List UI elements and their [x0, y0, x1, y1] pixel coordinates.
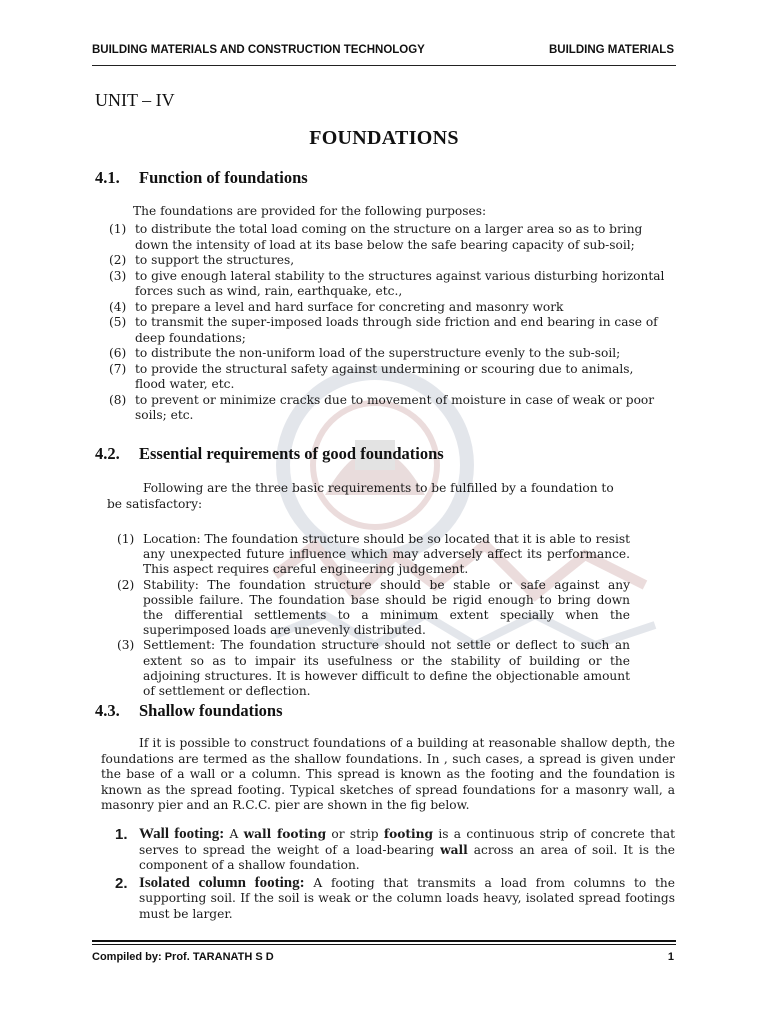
page-title: FOUNDATIONS	[309, 127, 459, 149]
unit-label: UNIT – IV	[95, 90, 175, 110]
section-number: 4.1.	[95, 168, 120, 187]
section-intro: Following are the three basic requirements to be fulfilled by a foundation to be satisfactory:	[107, 481, 614, 511]
list-item: (1) to distribute the total load coming on the structure on a larger area so as to bring down the intensity of load at its base below the safe bearing capacity of sub-soil;	[109, 222, 643, 252]
list-item: 2. Isolated column footing: A footing that transmits a load from columns to the supporting soil. If the soil is weak or the column loads heavy, isolated spread footings must be larger.	[115, 874, 675, 921]
list-item: (6) to distribute the non-uniform load of the superstructure evenly to the sub-soil;	[109, 346, 621, 360]
list-item: (3) to give enough lateral stability to the structures against various disturbing horizontal forces such as wind, rain, earthquake, etc.,	[109, 268, 665, 298]
section-title: Function of foundations	[139, 168, 308, 187]
purposes-list	[109, 222, 667, 424]
list-item: (2) Stability: The foundation structure should be stable or safe against any possible failure. The foundation base should be rigid enough to bring down the differential settlements to a minimum extent specially when the superimposed loads are unevenly distributed.	[117, 577, 630, 638]
list-item: (4) to prepare a level and hard surface for concreting and masonry work	[109, 299, 564, 314]
footer-compiled-by: Compiled by: Prof. TARANATH S D	[92, 951, 274, 963]
list-item: (2) to support the structures,	[109, 253, 295, 267]
list-item: (7) to provide the structural safety against undermining or scouring due to animals, flood water, etc.	[109, 361, 634, 391]
section-heading-4-2	[95, 444, 444, 464]
footer-rule	[92, 940, 676, 942]
list-item: (1) Location: The foundation structure should be so located that it is able to resist any unexpected future influence which may adversely affect its performance. This aspect requires careful engineering judgement.	[117, 532, 630, 577]
section-title: Essential requirements of good foundations	[139, 444, 444, 463]
section-heading-4-3	[95, 701, 283, 721]
list-item: (3) Settlement: The foundation structure should not settle or deflect to such an extent so as to impair its usefulness or the stability of building or the adjoining structures. It is however difficult to define the objectionable amount of settlement or deflection.	[117, 638, 630, 699]
header-left: BUILDING MATERIALS AND CONSTRUCTION TECHNOLOGY	[92, 44, 425, 56]
shallow-foundations-paragraph: If it is possible to construct foundations of a building at reasonable shallow depth, the foundations are termed as the shallow foundations. In , such cases, a spread is given under the base of a wall or a column. This spread is known as the footing and the foundation is known as the spread footing. Typical sketches of spread foundations for a masonry wall, a masonry pier and an R.C.C. pier are shown in the fig below.	[101, 736, 675, 812]
page-number: 1	[667, 951, 674, 963]
list-item: 1. Wall footing: A wall footing or strip footing is a continuous strip of concrete that serves to spread the weight of a load-bearing wall across an area of soil. It is the component of a shallow foundation.	[115, 826, 675, 872]
section-heading-4-1	[95, 168, 308, 188]
requirements-list	[117, 532, 630, 699]
list-item: (8) to prevent or minimize cracks due to movement of moisture in case of weak or poor soils; etc.	[109, 392, 655, 422]
section-intro: The foundations are provided for the following purposes:	[133, 204, 487, 218]
footing-types-list	[115, 827, 675, 922]
header-rule	[92, 65, 676, 66]
section-title: Shallow foundations	[139, 701, 283, 720]
section-number: 4.3.	[95, 701, 120, 720]
footer-rule-thin	[92, 944, 676, 945]
header-right: BUILDING MATERIALS	[548, 44, 674, 56]
section-number: 4.2.	[95, 444, 120, 463]
list-item: (5) to transmit the super-imposed loads through side friction and end bearing in case of deep foundations;	[109, 315, 658, 345]
